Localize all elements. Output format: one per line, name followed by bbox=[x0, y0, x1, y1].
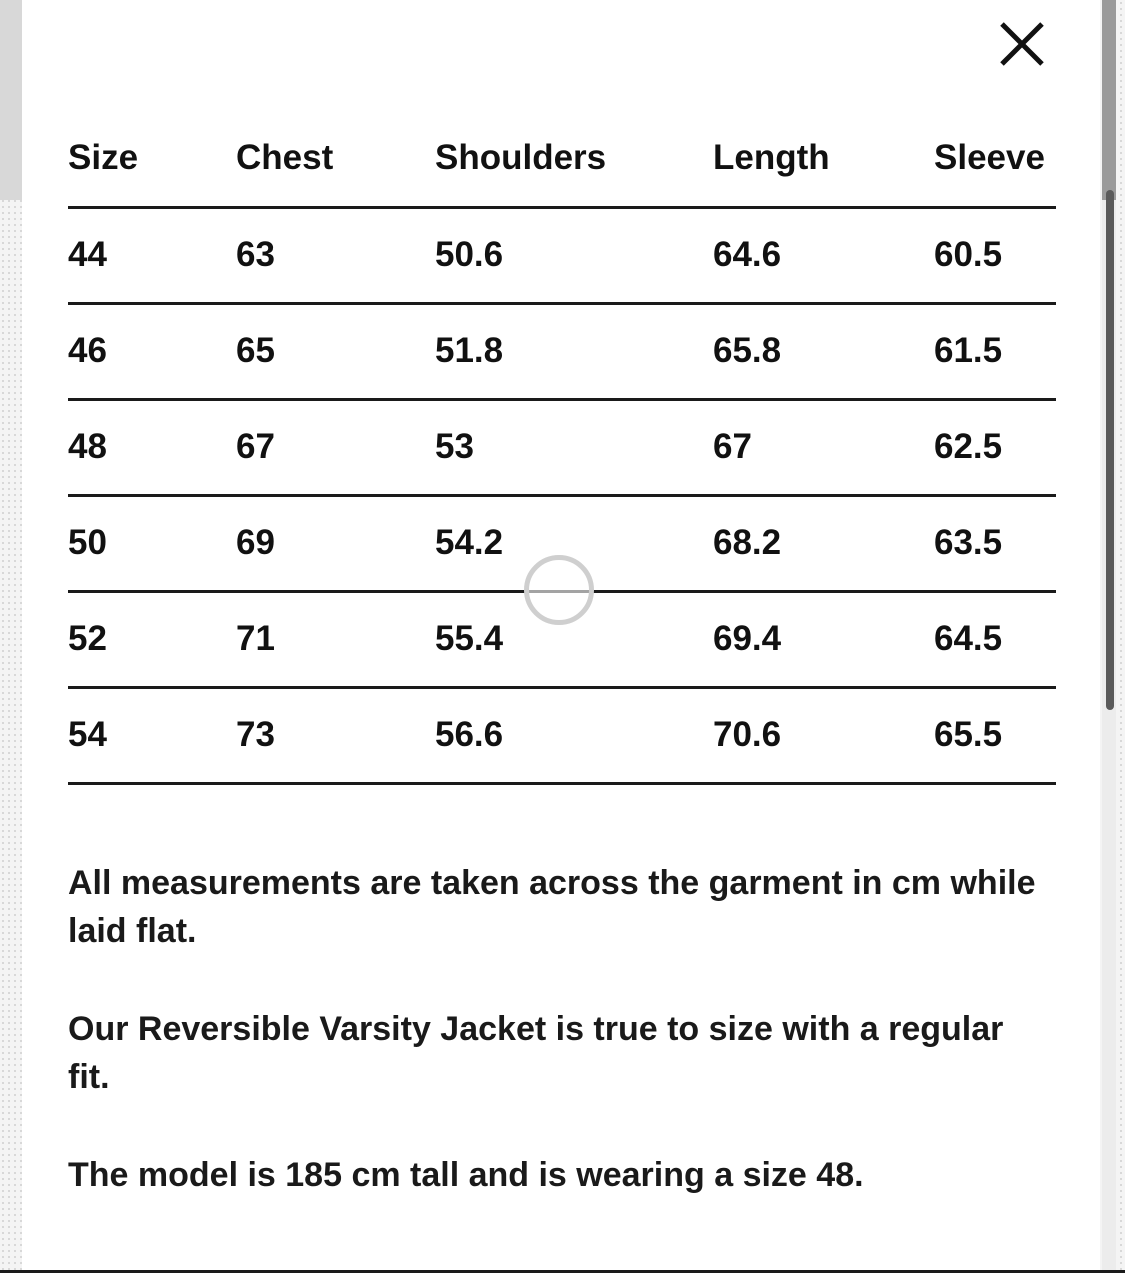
table-header-row bbox=[68, 110, 1056, 207]
cell-length: 64.6 bbox=[713, 235, 782, 274]
cell-sleeve: 64.5 bbox=[934, 619, 1003, 658]
cell-size: 54 bbox=[68, 715, 107, 754]
scrollbar-thumb[interactable] bbox=[1106, 190, 1114, 710]
scrollbar-track-top bbox=[1102, 0, 1116, 200]
cell-sleeve: 60.5 bbox=[934, 235, 1003, 274]
fit-note: Our Reversible Varsity Jacket is true to size with a regular fit. bbox=[68, 1010, 1004, 1096]
table-row bbox=[68, 207, 1056, 303]
cell-chest: 63 bbox=[236, 235, 275, 274]
cell-length: 65.8 bbox=[713, 331, 782, 370]
cell-sleeve: 63.5 bbox=[934, 523, 1003, 562]
cell-length: 67 bbox=[713, 427, 752, 466]
cell-chest: 67 bbox=[236, 427, 275, 466]
size-chart-table bbox=[68, 110, 1056, 785]
cell-length: 68.2 bbox=[713, 523, 782, 562]
cell-length: 69.4 bbox=[713, 619, 782, 658]
cell-shoulders: 53 bbox=[435, 427, 474, 466]
cell-size: 52 bbox=[68, 619, 107, 658]
cell-shoulders: 50.6 bbox=[435, 235, 504, 274]
cell-size: 46 bbox=[68, 331, 107, 370]
model-note: The model is 185 cm tall and is wearing a size 48. bbox=[68, 1156, 864, 1194]
cell-size: 48 bbox=[68, 427, 107, 466]
cell-chest: 69 bbox=[236, 523, 275, 562]
header-shoulders: Shoulders bbox=[435, 137, 607, 177]
header-sleeve: Sleeve bbox=[934, 137, 1045, 177]
backdrop-shade bbox=[0, 0, 22, 200]
cell-shoulders: 56.6 bbox=[435, 715, 504, 754]
cell-chest: 73 bbox=[236, 715, 275, 754]
cell-size: 44 bbox=[68, 235, 107, 274]
table-row bbox=[68, 399, 1056, 495]
close-icon bbox=[990, 12, 1054, 76]
table-row bbox=[68, 303, 1056, 399]
cell-length: 70.6 bbox=[713, 715, 782, 754]
touch-indicator-ring bbox=[524, 555, 594, 625]
cell-shoulders: 55.4 bbox=[435, 619, 504, 658]
close-button[interactable] bbox=[990, 12, 1054, 76]
table-row bbox=[68, 687, 1056, 783]
cell-shoulders: 54.2 bbox=[435, 523, 504, 562]
cell-sleeve: 65.5 bbox=[934, 715, 1003, 754]
header-size: Size bbox=[68, 137, 139, 177]
cell-sleeve: 62.5 bbox=[934, 427, 1003, 466]
measurements-note: All measurements are taken across the garment in cm while laid flat. bbox=[68, 864, 1036, 950]
cell-chest: 65 bbox=[236, 331, 275, 370]
cell-chest: 71 bbox=[236, 619, 275, 658]
header-length: Length bbox=[713, 137, 830, 177]
cell-size: 50 bbox=[68, 523, 107, 562]
header-chest: Chest bbox=[236, 137, 334, 177]
cell-shoulders: 51.8 bbox=[435, 331, 504, 370]
cell-sleeve: 61.5 bbox=[934, 331, 1003, 370]
